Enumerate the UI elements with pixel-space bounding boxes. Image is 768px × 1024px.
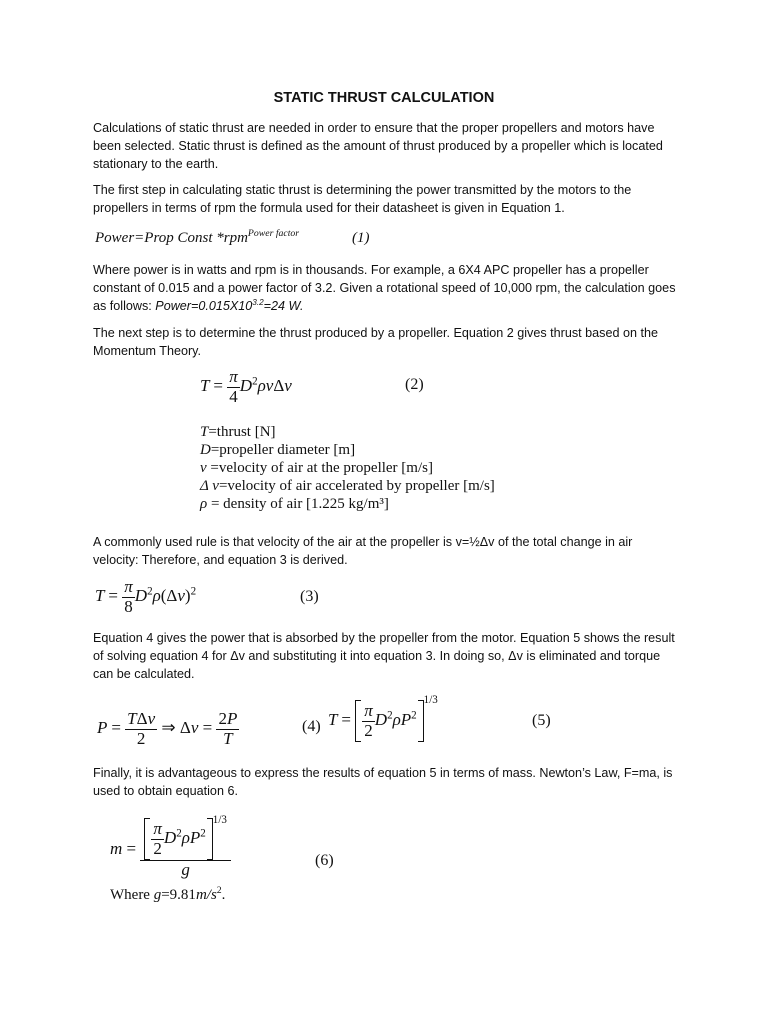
equation-2-number: (2): [405, 376, 424, 393]
variable-definitions: [200, 423, 495, 513]
definition-density: ρ = density of air [1.225 kg/m³]: [200, 496, 389, 512]
equation-4: P = $\frac{\text{TΔv}}{2}$ ⇒ Δv = $\frac{2P}{T}$: [97, 709, 238, 748]
paragraph-power: Equation 4 gives the power that is absorbed by the propeller from the motor. Equation 5 shows the result of solving equation 4 for Δv and substituting it into equation 3. In doing so, Δv is eliminated and torque can be calculated.: [93, 631, 675, 681]
gravity-unit-exponent: 2: [216, 885, 222, 896]
paragraph-rule: A commonly used rule is that velocity of the air at the propeller is v=½Δv of the total change in air velocity: Therefore, and equation 3 is derived.: [93, 535, 633, 567]
definition-diameter: D=propeller diameter [m]: [200, 442, 356, 458]
gravity-note-end: .: [221, 887, 226, 903]
equation-1-base: Power=Prop Const *rpm: [95, 230, 248, 246]
equation-1: [95, 230, 299, 247]
gravity-note-prefix: Where: [110, 887, 154, 903]
gravity-symbol: g: [153, 887, 162, 903]
equation-6: m = $\frac{\pi}{2}$ $D^2\rho P^2$ $^{1/3}$ g: [110, 818, 231, 880]
equation-5-exponent: 1/3: [423, 694, 438, 707]
equation-6-exponent: 1/3: [212, 814, 227, 827]
example-calc-result: =24 W.: [263, 299, 304, 313]
gravity-unit: m/s: [195, 887, 217, 903]
equation-2: T = $\frac{\pi}{4}$ $D^2\rho v\Delta v$: [200, 367, 292, 406]
gravity-note: [110, 887, 225, 904]
definition-thrust: T=thrust [N]: [200, 424, 276, 440]
equation-5: T = $\frac{\pi}{2}$ $D^2\rho P^2$ $^{1/3}$: [328, 700, 438, 742]
equation-4-number: (4): [302, 718, 321, 735]
example-calc-base: Power=0.015X10: [155, 299, 253, 313]
page-title: STATIC THRUST CALCULATION: [273, 90, 495, 106]
paragraph-intro: Calculations of static thrust are needed in order to ensure that the proper propellers and motors have been selected. Static thrust is defined as the amount of thrust produced by a propeller which is located stationary to the earth.: [93, 121, 663, 171]
gravity-value: =9.81: [161, 887, 196, 903]
equation-1-number: (1): [352, 230, 370, 246]
example-calc-exp: 3.2: [252, 297, 264, 307]
equation-3: T = $\frac{\pi}{8}$ $D^2\rho(\Delta v)^2$: [95, 577, 197, 616]
example-text: Where power is in watts and rpm is in thousands. For example, a 6X4 APC propeller has a propeller constant of 0.015 and a power factor of 3.2. Given a rotational speed of 10,000 rpm, the calculation goes as follows:: [93, 263, 676, 313]
definition-delta-velocity: Δ v=velocity of air accelerated by propeller [m/s]: [200, 478, 495, 494]
equation-6-number: (6): [315, 852, 334, 869]
equation-1-exponent: Power factor: [247, 228, 300, 239]
equation-3-number: (3): [300, 588, 319, 605]
paragraph-first-step: The first step in calculating static thrust is determining the power transmitted by the motors to the propellers in terms of rpm the formula used for their datasheet is given in Equation 1.: [93, 183, 632, 215]
paragraph-example: [93, 261, 678, 315]
paragraph-mass: Finally, it is advantageous to express the results of equation 5 in terms of mass. Newton’s Law, F=ma, is used to obtain equation 6.: [93, 766, 673, 798]
definition-velocity: v =velocity of air at the propeller [m/s]: [200, 460, 433, 476]
example-calc: [155, 299, 303, 313]
paragraph-next-step: The next step is to determine the thrust produced by a propeller. Equation 2 gives thrust based on the Momentum Theory.: [93, 326, 658, 358]
equation-5-number: (5): [532, 712, 551, 729]
